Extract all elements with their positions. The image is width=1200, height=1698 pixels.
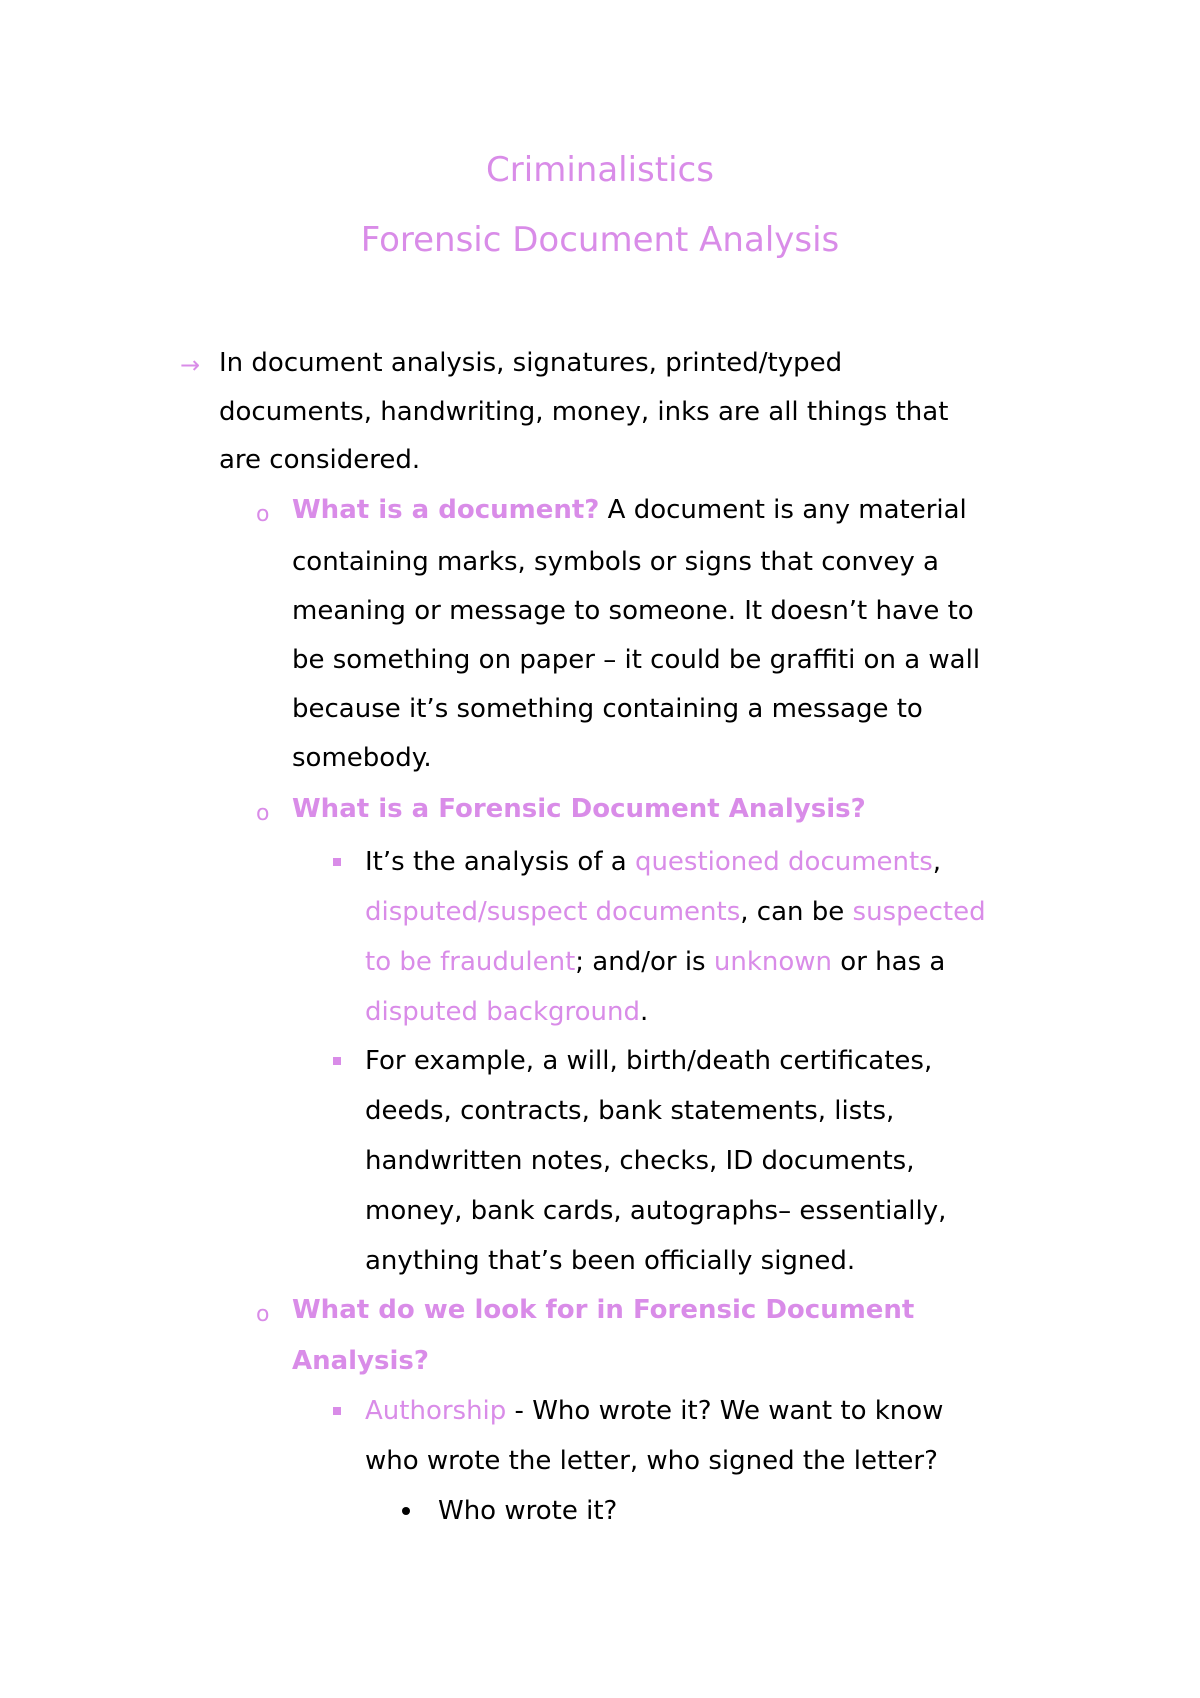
q3-heading-line-1: What do we look for in Forensic Document — [292, 1295, 915, 1325]
dot-bullet-icon — [402, 1507, 410, 1515]
q1-line-4: be something on paper – it could be graffiti on a wall — [292, 645, 981, 675]
q2-b2-line-5: anything that’s been officially signed. — [365, 1246, 856, 1276]
circle-bullet-icon: o — [256, 801, 270, 826]
q2-b1-highlight: suspected — [852, 897, 986, 927]
arrow-bullet-icon: → — [180, 351, 201, 379]
q2-b1-line-4 — [365, 995, 648, 1029]
square-bullet-icon — [333, 1407, 341, 1415]
q2-b1-highlight: to be fraudulent — [365, 947, 576, 977]
q2-b2-line-2: deeds, contracts, bank statements, lists, — [365, 1096, 895, 1126]
page-subtitle: Forensic Document Analysis — [360, 220, 840, 260]
q1-line-3: meaning or message to someone. It doesn’t have to — [292, 596, 974, 626]
intro-line-2: documents, handwriting, money, inks are all things that — [219, 397, 949, 427]
q2-b1-text: or has a — [832, 947, 946, 977]
q2-b1-text: . — [640, 997, 649, 1027]
intro-line-1: In document analysis, signatures, printed/typed — [219, 348, 843, 378]
q2-b2-line-1: For example, a will, birth/death certificates, — [365, 1046, 933, 1076]
square-bullet-icon — [333, 1057, 341, 1065]
q1-line-5: because it’s something containing a message to — [292, 694, 923, 724]
circle-bullet-icon: o — [256, 502, 270, 527]
square-bullet-icon — [333, 858, 341, 866]
q2-b1-text: , can be — [740, 897, 853, 927]
q1-text: A document is any material — [599, 495, 967, 525]
q3-b1-line-1 — [365, 1394, 943, 1428]
q2-b1-line-1 — [365, 845, 941, 879]
q1-heading: What is a document? — [292, 495, 600, 525]
q3-b1-highlight: Authorship — [365, 1396, 507, 1426]
q2-b1-highlight: questioned documents — [634, 847, 933, 877]
q1-line-1 — [292, 493, 967, 527]
q2-b1-highlight: disputed background — [365, 997, 640, 1027]
q1-line-2: containing marks, symbols or signs that convey a — [292, 547, 939, 577]
q1-line-6: somebody. — [292, 743, 432, 773]
q2-b1-text: , — [932, 847, 942, 877]
q3-b1-line-2: who wrote the letter, who signed the letter? — [365, 1446, 938, 1476]
q2-b2-line-3: handwritten notes, checks, ID documents, — [365, 1146, 915, 1176]
q2-b1-text: ; and/or is — [575, 947, 714, 977]
intro-line-3: are considered. — [219, 445, 421, 475]
q2-heading: What is a Forensic Document Analysis? — [292, 794, 866, 824]
q2-b1-highlight: unknown — [713, 947, 833, 977]
q2-b2-line-4: money, bank cards, autographs– essentially, — [365, 1196, 947, 1226]
q2-b1-highlight: disputed/suspect documents — [365, 897, 741, 927]
q2-b1-line-2 — [365, 895, 986, 929]
page-title: Criminalistics — [486, 150, 714, 190]
q2-b1-text: It’s the analysis of a — [365, 847, 635, 877]
q2-b1-line-3 — [365, 945, 945, 979]
circle-bullet-icon: o — [256, 1302, 270, 1327]
q3-heading-line-2: Analysis? — [292, 1346, 429, 1376]
q3-b1-text: - Who wrote it? We want to know — [506, 1396, 944, 1426]
q3-sub1: Who wrote it? — [438, 1496, 618, 1526]
